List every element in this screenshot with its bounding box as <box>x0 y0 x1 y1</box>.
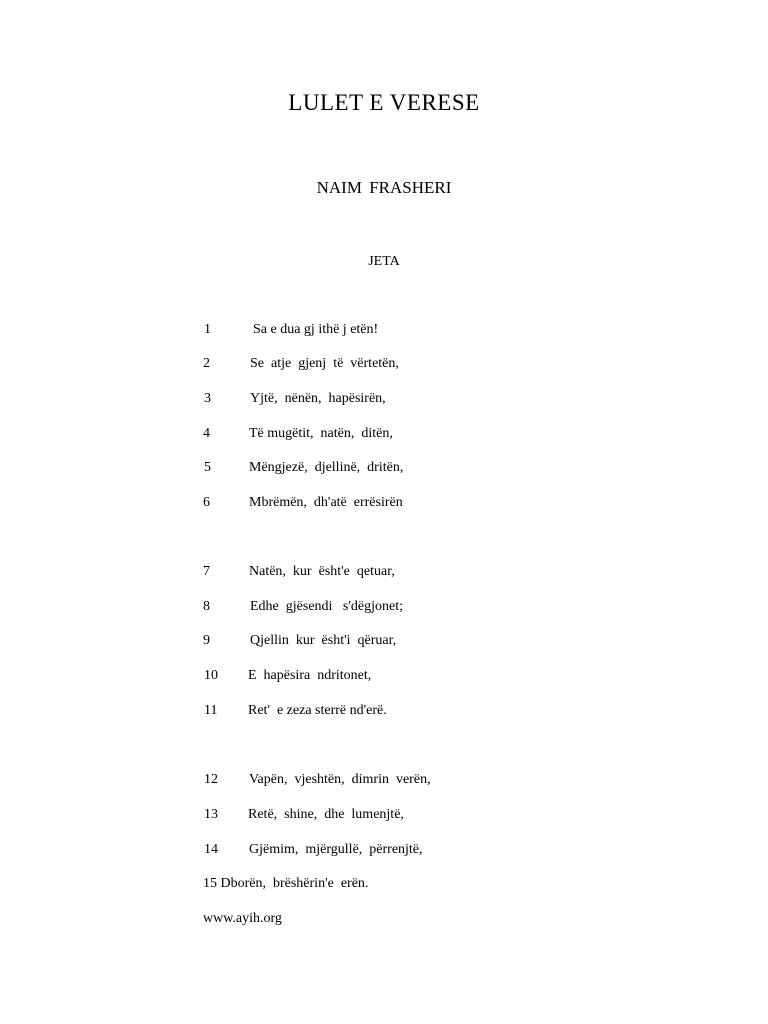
poem-last-line: 15 Dborën, brëshërin'e erën. <box>203 876 369 891</box>
line-text: Se atje gjenj të vërtetën, <box>250 356 399 371</box>
line-text: Gjëmim, mjërgullë, përrenjtë, <box>249 842 423 857</box>
line-text: Të mugëtit, natën, ditën, <box>249 426 393 441</box>
line-text: Ret' e zeza sterrë nd'erë. <box>248 703 387 718</box>
poem-line <box>0 668 768 688</box>
line-number: 1 <box>204 322 211 337</box>
line-text: Edhe gjësendi s'dëgjonet; <box>250 599 403 614</box>
line-number: 14 <box>204 842 218 857</box>
line-number: 9 <box>203 633 210 648</box>
poem-line <box>0 703 768 723</box>
line-text: Qjellin kur ësht'i qëruar, <box>250 633 397 648</box>
poem-line <box>0 599 768 619</box>
line-number: 2 <box>203 356 210 371</box>
poem-line <box>0 807 768 827</box>
poem-line <box>0 322 768 342</box>
poem-line <box>0 391 768 411</box>
line-text: Mëngjezë, djellinë, dritën, <box>249 460 404 475</box>
line-number: 11 <box>204 703 218 718</box>
line-text: Sa e dua gj ithë j etën! <box>253 322 379 337</box>
line-number: 6 <box>203 495 210 510</box>
line-text: Natën, kur ësht'e qetuar, <box>249 564 395 579</box>
line-number: 3 <box>204 391 211 406</box>
line-text: E hapësira ndritonet, <box>248 668 372 683</box>
line-text: Yjtë, nënën, hapësirën, <box>250 391 386 406</box>
book-title: LULET E VERESE <box>288 90 480 115</box>
line-number: 7 <box>203 564 210 579</box>
line-text: Mbrëmën, dh'atë errësirën <box>249 495 403 510</box>
line-number: 12 <box>204 772 218 787</box>
poem-title: JETA <box>368 254 400 269</box>
poem-line <box>0 633 768 653</box>
poem-line <box>0 495 768 515</box>
poem-line <box>0 842 768 862</box>
line-number: 10 <box>204 668 218 683</box>
line-number: 13 <box>204 807 218 822</box>
footer-url: www.ayih.org <box>203 911 282 926</box>
poem-line <box>0 772 768 792</box>
line-text: Retë, shine, dhe lumenjtë, <box>248 807 404 822</box>
line-text: Vapën, vjeshtën, dimrin verën, <box>249 772 431 787</box>
line-number: 8 <box>203 599 210 614</box>
poem-line <box>0 460 768 480</box>
author-name: NAIM FRASHERI <box>316 178 452 197</box>
poem-line <box>0 564 768 584</box>
poem-line <box>0 426 768 446</box>
line-number: 4 <box>203 426 210 441</box>
poem-line <box>0 356 768 376</box>
line-number: 5 <box>204 460 211 475</box>
